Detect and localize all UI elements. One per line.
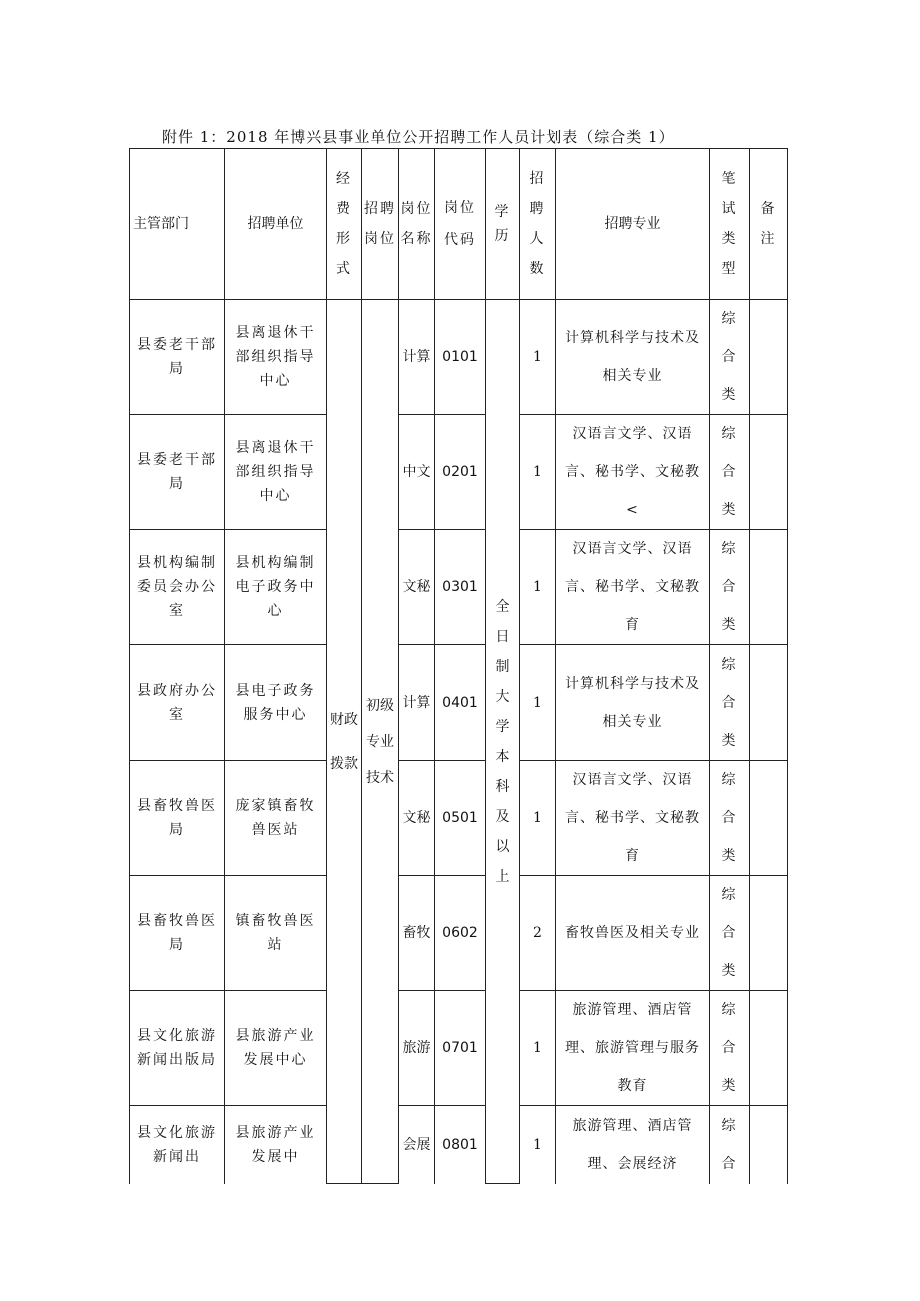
header-row <box>130 149 788 300</box>
post-code-cell: 0401 <box>435 645 486 761</box>
remark-cell <box>750 530 788 645</box>
post-name-cell: 旅游 <box>399 991 435 1106</box>
table-row <box>130 1106 788 1184</box>
count-cell: 1 <box>520 761 556 876</box>
table-row <box>130 761 788 876</box>
post-name-cell: 文秘 <box>399 530 435 645</box>
exam-cell: 综合类 <box>710 415 750 530</box>
header-exam: 笔试类型 <box>710 149 750 300</box>
header-funding: 经费形式 <box>327 149 362 300</box>
remark-cell <box>750 991 788 1106</box>
dept-cell: 县机构编制委员会办公室 <box>130 530 225 645</box>
major-cell: 计算机科学与技术及相关专业 <box>556 300 710 415</box>
post-code-cell: 0201 <box>435 415 486 530</box>
remark-cell <box>750 415 788 530</box>
major-cell: 计算机科学与技术及相关专业 <box>556 645 710 761</box>
dept-cell: 县委老干部局 <box>130 300 225 415</box>
unit-cell: 镇畜牧兽医站 <box>225 876 327 991</box>
post-code-cell: 0101 <box>435 300 486 415</box>
post-name-cell: 畜牧 <box>399 876 435 991</box>
major-cell: 汉语言文学、汉语言、秘书学、文秘教< <box>556 415 710 530</box>
header-count: 招聘人数 <box>520 149 556 300</box>
post-name-cell: 文秘 <box>399 761 435 876</box>
count-cell: 1 <box>520 1106 556 1184</box>
exam-cell: 综合类 <box>710 530 750 645</box>
count-cell: 1 <box>520 991 556 1106</box>
unit-cell: 县机构编制电子政务中心 <box>225 530 327 645</box>
count-cell: 1 <box>520 415 556 530</box>
unit-cell: 县离退休干部组织指导中心 <box>225 300 327 415</box>
post-code-cell: 0701 <box>435 991 486 1106</box>
dept-cell: 县畜牧兽医局 <box>130 876 225 991</box>
major-cell: 畜牧兽医及相关专业 <box>556 876 710 991</box>
post-code-cell: 0501 <box>435 761 486 876</box>
exam-cell: 综合类 <box>710 876 750 991</box>
header-remark: 备注 <box>750 149 788 300</box>
header-post-code: 岗位代码 <box>435 149 486 300</box>
exam-cell: 综合类 <box>710 645 750 761</box>
education-cell: 全日制大学本科及以上 <box>486 300 520 1184</box>
exam-cell: 综合类 <box>710 300 750 415</box>
count-cell: 1 <box>520 300 556 415</box>
unit-cell: 县离退休干部组织指导中心 <box>225 415 327 530</box>
header-unit: 招聘单位 <box>225 149 327 300</box>
remark-cell <box>750 876 788 991</box>
header-dept: 主管部门 <box>130 149 225 300</box>
header-education: 学历 <box>486 149 520 300</box>
exam-cell: 综合类 <box>710 991 750 1106</box>
table-row <box>130 991 788 1106</box>
unit-cell: 县旅游产业发展中 <box>225 1106 327 1184</box>
post-code-cell: 0801 <box>435 1106 486 1184</box>
dept-cell: 县政府办公室 <box>130 645 225 761</box>
exam-cell: 综合 <box>710 1106 750 1184</box>
remark-cell <box>750 761 788 876</box>
post-code-cell: 0301 <box>435 530 486 645</box>
table-row <box>130 645 788 761</box>
dept-cell: 县委老干部局 <box>130 415 225 530</box>
exam-cell: 综合类 <box>710 761 750 876</box>
table-row <box>130 300 788 415</box>
remark-cell <box>750 300 788 415</box>
post-code-cell: 0602 <box>435 876 486 991</box>
unit-cell: 县电子政务服务中心 <box>225 645 327 761</box>
remark-cell <box>750 645 788 761</box>
page-title: 附件 1：2018 年博兴县事业单位公开招聘工作人员计划表（综合类 1） <box>162 128 675 146</box>
post-type-cell: 初级专业技术 <box>362 300 399 1184</box>
post-name-cell: 中文 <box>399 415 435 530</box>
post-name-cell: 会展 <box>399 1106 435 1184</box>
major-cell: 汉语言文学、汉语言、秘书学、文秘教育 <box>556 761 710 876</box>
post-name-cell: 计算 <box>399 645 435 761</box>
count-cell: 2 <box>520 876 556 991</box>
dept-cell: 县文化旅游新闻出版局 <box>130 991 225 1106</box>
major-cell: 汉语言文学、汉语言、秘书学、文秘教育 <box>556 530 710 645</box>
table-row <box>130 530 788 645</box>
major-cell: 旅游管理、酒店管理、会展经济 <box>556 1106 710 1184</box>
major-cell: 旅游管理、酒店管理、旅游管理与服务教育 <box>556 991 710 1106</box>
count-cell: 1 <box>520 645 556 761</box>
count-cell: 1 <box>520 530 556 645</box>
unit-cell: 庞家镇畜牧兽医站 <box>225 761 327 876</box>
funding-cell: 财政拨款 <box>327 300 362 1184</box>
post-name-cell: 计算 <box>399 300 435 415</box>
table-row <box>130 876 788 991</box>
dept-cell: 县文化旅游新闻出 <box>130 1106 225 1184</box>
recruitment-plan-table <box>129 148 788 1184</box>
unit-cell: 县旅游产业发展中心 <box>225 991 327 1106</box>
table-row <box>130 415 788 530</box>
header-major: 招聘专业 <box>556 149 710 300</box>
header-post-type: 招聘岗位 <box>362 149 399 300</box>
header-post-name: 岗位名称 <box>399 149 435 300</box>
dept-cell: 县畜牧兽医局 <box>130 761 225 876</box>
remark-cell <box>750 1106 788 1184</box>
